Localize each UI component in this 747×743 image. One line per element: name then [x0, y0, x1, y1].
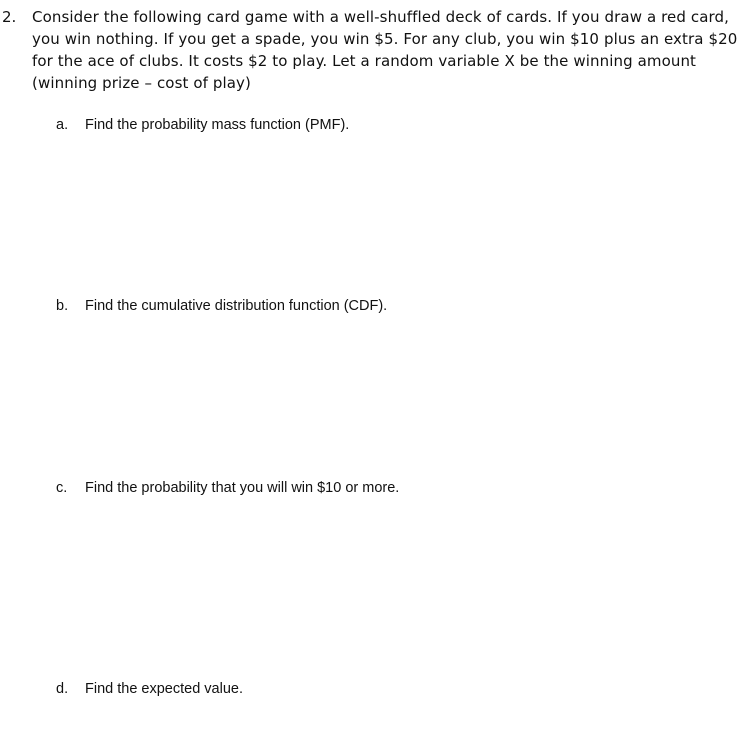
question-number: 2.: [2, 8, 17, 26]
part-d-letter: d.: [56, 681, 69, 697]
part-b-text: Find the cumulative distribution function (CDF).: [85, 298, 388, 314]
part-d-text: Find the expected value.: [85, 681, 243, 697]
part-a-letter: a.: [56, 117, 69, 133]
question-text: Consider the following card game with a well-shuffled deck of cards. If you draw a red card, you win nothing. If you get a spade, you win $5. For any club, you win $10 plus an extra $20 for the ace of clubs. It costs $2 to play. Let a random variable X be the winning amount (winning prize – cost of play): [32, 8, 738, 92]
part-b-letter: b.: [56, 298, 69, 314]
part-a-text: Find the probability mass function (PMF).: [85, 117, 350, 133]
part-c-text: Find the probability that you will win $10 or more.: [85, 480, 400, 496]
part-c-letter: c.: [56, 480, 68, 496]
